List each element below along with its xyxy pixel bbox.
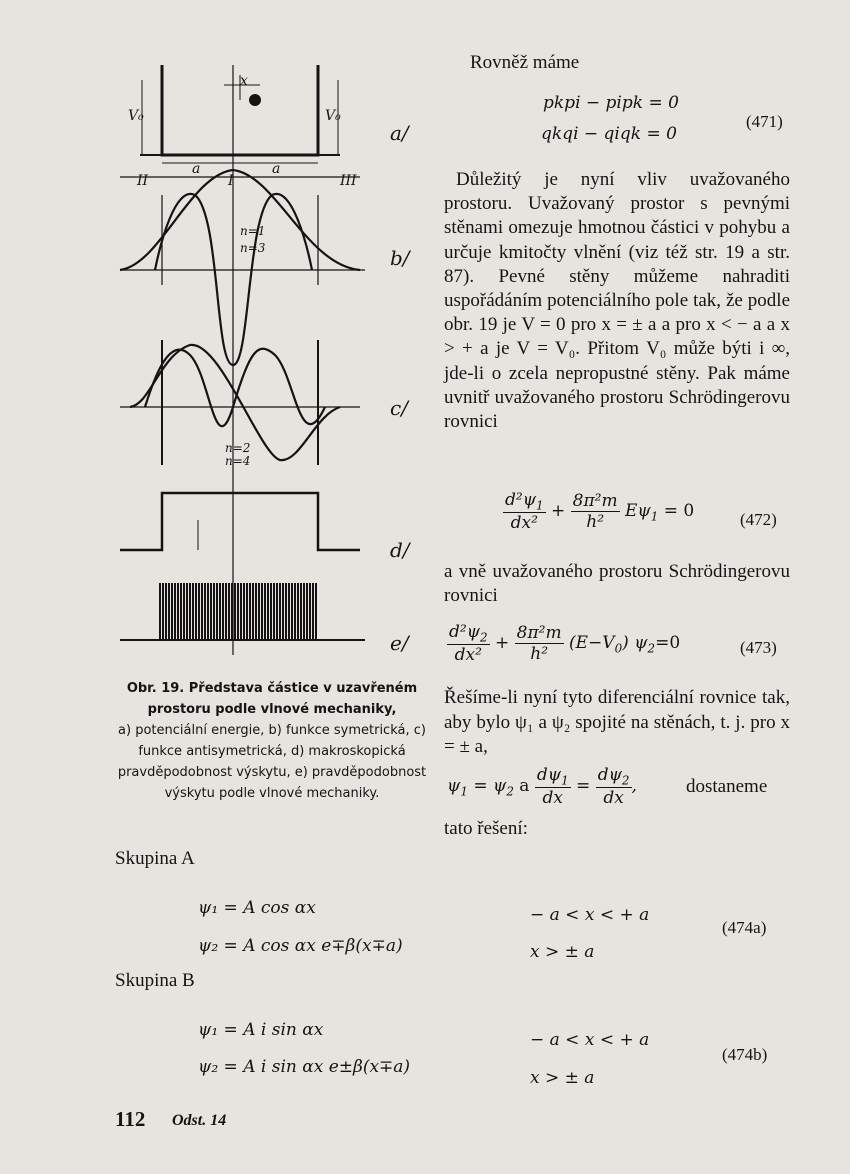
caption-body: a) potenciální energie, b) funkce symetrická, c) funkce antisymetrická, d) makroskopická pravděpodobnost výskytu, e) pravděpodobnost výskytu podle vlnové mechaniky.	[117, 723, 427, 801]
group-b-cond2: x > ± a	[530, 1068, 595, 1088]
dim-a-right: a	[272, 161, 281, 177]
label-n4: n=4	[225, 454, 251, 468]
group-a-cond2: x > ± a	[530, 942, 595, 962]
region-label-3: III	[340, 173, 357, 189]
group-b-cond1: − a < x < + a	[530, 1030, 650, 1050]
paragraph-3b: dostaneme	[686, 776, 768, 797]
section-ref: Odst. 14	[172, 1112, 227, 1129]
label-c: c/	[390, 396, 408, 420]
eq-471-line2: qkqi − qiqk = 0	[541, 124, 677, 144]
paragraph-3c: tato řešení:	[444, 818, 528, 839]
label-e: e/	[390, 631, 409, 655]
group-a-number: (474a)	[722, 918, 767, 937]
group-a-eq2: ψ₂ = A cos αx e∓β(x∓a)	[198, 936, 403, 956]
label-d: d/	[390, 538, 410, 562]
group-b-eq2: ψ₂ = A i sin αx e±β(x∓a)	[198, 1057, 411, 1077]
eq-471-number: (471)	[746, 112, 783, 131]
eq-473: $\frac{d^2\psi_2}{\text{dx²}}$ + $\frac{\text{8π²m}}{\text{h²}}$ $(E-V_0)$ $\psi_2=0$	[449, 622, 681, 666]
figure-19	[100, 55, 440, 655]
label-n3: n=3	[240, 241, 266, 255]
region-label-2: II	[137, 173, 149, 189]
figure-caption	[112, 678, 432, 804]
eq-473-number: (473)	[740, 638, 777, 657]
eq-472-number: (472)	[740, 510, 777, 529]
caption-lead: Obr. 19. Představa částice v uzavřeném prostoru podle vlnové mechaniky,	[126, 681, 418, 717]
axis-x-label: x	[240, 73, 248, 89]
paragraph-3a: Řešíme-li nyní tyto diferenciální rovnice tak, aby bylo ψ₁ a ψ₂ spojité na stěnách, t. j. pro x = ± a,	[444, 687, 790, 757]
group-a-title: Skupina A	[115, 848, 195, 869]
eq-472: $\frac{d^2\psi_1}{\text{dx²}}$ + $\frac{\text{8π²m}}{\text{h²}}$ $E\psi_1 = 0$	[505, 490, 695, 534]
label-n1: n=1	[240, 224, 266, 238]
dim-v-left: V₀	[128, 108, 144, 124]
label-n2: n=2	[225, 441, 251, 455]
page-number: 112	[115, 1107, 146, 1131]
group-b-title: Skupina B	[115, 970, 195, 991]
group-a-cond1: − a < x < + a	[530, 905, 650, 925]
label-a: a/	[390, 121, 409, 145]
header-text: Rovněž máme	[470, 52, 580, 73]
group-b-number: (474b)	[722, 1045, 768, 1064]
region-label-1: I	[228, 173, 234, 189]
eq-471-line1: pkpi − pipk = 0	[543, 93, 679, 113]
para1-text: Důležitý je nyní vliv uvažovaného prostoru. Uvažovaný prostor s pevnými stěnami omezuje hmotnou částici v pohybu a určuje kmitočty vlnění (viz též str. 19 a str. 87). Pevné stěny můžeme nahraditi uspořádáním potenciálního pole tak, že podle obr. 19 je V = 0 pro x = ± a a pro x < − a a x > + a je V = V₀. Přitom V₀ může býti i ∞, jde-li o zcela nepropustné stěny. Pak máme uvnitř uvažovaného prostoru Schrödingerovu rovnici	[444, 169, 790, 433]
dim-v-right: V₀	[325, 108, 341, 124]
group-a-eq1: ψ₁ = A cos αx	[198, 898, 316, 918]
group-b-eq1: ψ₁ = A i sin αx	[198, 1020, 324, 1040]
paragraph-2: a vně uvažovaného prostoru Schrödingerovu rovnici	[444, 561, 790, 606]
paragraph-1	[444, 168, 790, 434]
label-b: b/	[390, 246, 410, 270]
dim-a-left: a	[192, 161, 201, 177]
eq-continuity: $\psi_1 = \psi_2$ a $\frac{d\psi_1}{dx}$ = $\frac{d\psi_2}{dx}$ ,	[447, 765, 637, 809]
